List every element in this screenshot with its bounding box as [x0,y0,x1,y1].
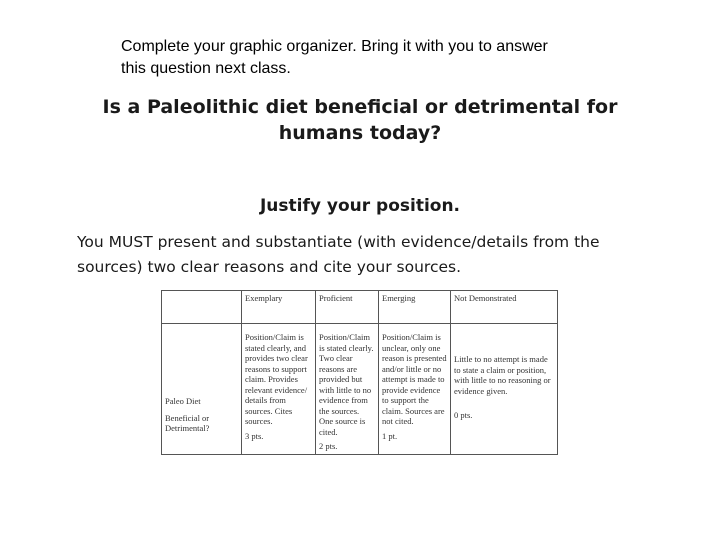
rubric-row-label: Paleo Diet [165,396,201,406]
rubric-cell-exemplary [242,324,316,455]
rubric-cell-points: 1 pt. [382,430,398,441]
rubric-cell-points: 3 pts. [245,430,264,441]
rubric-cell-proficient [316,324,379,455]
rubric-header-proficient: Proficient [316,291,379,324]
rubric-header-not-demonstrated: Not Demonstrated [451,291,558,324]
rubric-cell-text: Position/Claim is unclear, only one reason is presented and/or little or no attempt is made to provide evidence to support the claim. Sources are not cited. [382,332,447,426]
rubric-cell-points: 0 pts. [454,410,473,420]
question-heading: Is a Paleolithic diet beneficial or detrimental for humans today? [102,96,618,144]
rubric-cell-text: Little to no attempt is made to state a claim or position, with little to no reasoning or evidence given. [454,354,551,396]
rubric-cell-text: Position/Claim is stated clearly, and provides two clear reasons to support claim. Provides relevant evidence/ details from sources. Cites sources. [245,332,308,426]
rubric-header-row [162,291,558,324]
rubric-table [161,290,558,455]
justify-heading: Justify your position. [259,196,461,216]
rubric-cell-text: Position/Claim is stated clearly. Two clear reasons are provided but with little to no evidence from the sources. One source is cited. [319,332,374,437]
rubric-cell-points: 2 pts. [319,441,338,451]
rubric-header-emerging: Emerging [379,291,451,324]
rubric-cell-not-demonstrated [451,324,558,455]
rubric-header-exemplary: Exemplary [242,291,316,324]
rubric-header-empty [162,291,242,324]
requirement-text: You MUST present and substantiate (with evidence/details from the sources) two clear reasons and cite your sources. [77,233,600,276]
rubric-row-sublabel: Beneficial or Detrimental? [165,412,210,433]
rubric-cell-emerging [379,324,451,455]
rubric-row [162,324,558,455]
instructions-text: Complete your graphic organizer. Bring it with you to answer this question next class. [121,38,548,77]
rubric-row-label-cell [162,324,242,455]
